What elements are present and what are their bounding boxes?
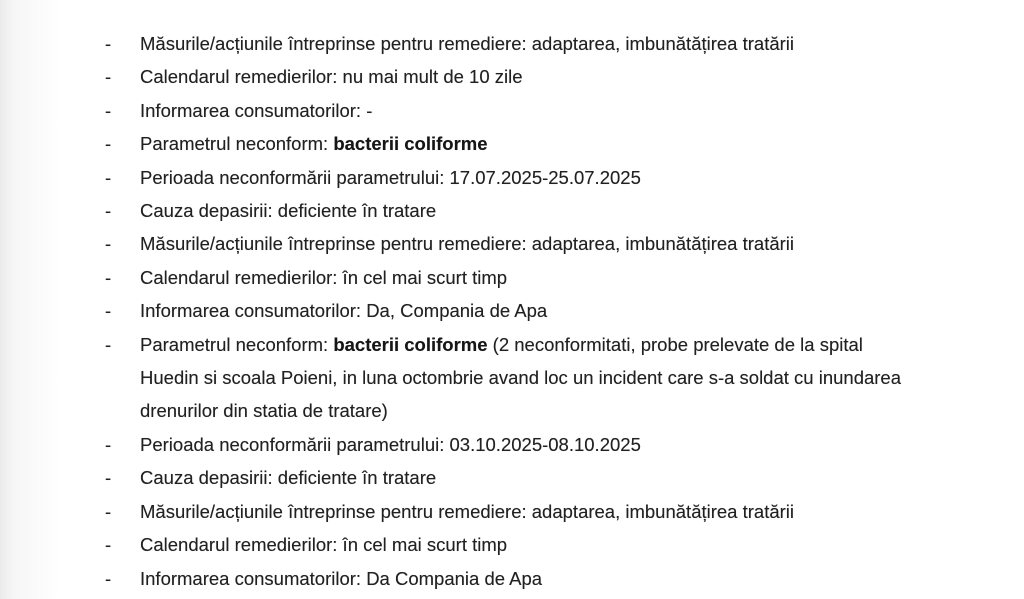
list-item — [105, 562, 920, 595]
item-text — [140, 495, 920, 528]
bullet-dash: - — [105, 133, 112, 155]
bullet-dash: - — [105, 467, 112, 489]
item-text — [140, 27, 920, 60]
item-text-prefix: Informarea consumatorilor: Da, Compania de Apa — [140, 300, 548, 322]
list-item — [105, 461, 920, 494]
list-item — [105, 294, 920, 327]
item-text-prefix: Informarea consumatorilor: Da Compania de Apa — [140, 567, 543, 589]
item-text-suffix: (2 neconformitati, probe prelevate de la spital Huedin si scoala Poieni, in luna octombrie avand loc un incident care s-a soldat cu inundarea drenurilor din statia de tratare) — [140, 333, 902, 422]
list-item — [105, 27, 920, 60]
item-text — [140, 94, 920, 127]
item-text — [140, 60, 920, 93]
item-text-prefix: Cauza depasirii: deficiente în tratare — [140, 200, 437, 222]
list-item — [105, 227, 920, 260]
list-item — [105, 428, 920, 461]
bullet-dash: - — [105, 99, 112, 121]
item-text-prefix: Cauza depasirii: deficiente în tratare — [140, 467, 437, 489]
item-text — [140, 461, 920, 494]
item-text — [140, 127, 920, 160]
bullet-dash: - — [105, 433, 112, 455]
item-text — [140, 227, 920, 260]
list-item — [105, 528, 920, 561]
item-text-prefix: Calendarul remedierilor: în cel mai scurt timp — [140, 534, 508, 556]
item-text-prefix: Calendarul remedierilor: în cel mai scurt timp — [140, 266, 508, 288]
item-text-prefix: Perioada neconformării parametrului: 17.07.2025-25.07.2025 — [140, 166, 641, 188]
item-text — [140, 428, 920, 461]
bullet-dash: - — [105, 66, 112, 88]
item-text-prefix: Măsurile/acțiunile întreprinse pentru remediere: adaptarea, imbunătățirea tratării — [140, 33, 795, 54]
item-text-bold: bacterii coliforme — [333, 333, 488, 355]
list-item — [105, 194, 920, 227]
bullet-dash: - — [105, 166, 112, 188]
bullet-dash: - — [105, 266, 112, 288]
bullet-dash: - — [105, 33, 112, 54]
bullet-dash: - — [105, 567, 112, 589]
item-text-prefix: Calendarul remedierilor: nu mai mult de 10 zile — [140, 66, 523, 88]
item-text-prefix: Parametrul neconform: — [140, 133, 334, 155]
list-item — [105, 94, 920, 127]
list-item — [105, 495, 920, 528]
bullet-list — [105, 27, 920, 595]
bullet-dash: - — [105, 200, 112, 222]
item-text — [140, 528, 920, 561]
bullet-dash: - — [105, 333, 112, 355]
item-text — [140, 261, 920, 294]
item-text — [140, 328, 920, 428]
list-item — [105, 60, 920, 93]
item-text-prefix: Măsurile/acțiunile întreprinse pentru remediere: adaptarea, imbunătățirea tratării — [140, 500, 795, 522]
list-item — [105, 161, 920, 194]
item-text — [140, 562, 920, 595]
list-item — [105, 127, 920, 160]
bullet-dash: - — [105, 500, 112, 522]
item-text — [140, 294, 920, 327]
list-item — [105, 328, 920, 428]
item-text-prefix: Parametrul neconform: — [140, 333, 334, 355]
item-text — [140, 194, 920, 227]
item-text-prefix: Măsurile/acțiunile întreprinse pentru remediere: adaptarea, imbunătățirea tratării — [140, 233, 795, 255]
list-item — [105, 261, 920, 294]
item-text-prefix: Informarea consumatorilor: - — [140, 99, 373, 121]
item-text — [140, 161, 920, 194]
item-text-bold: bacterii coliforme — [333, 133, 488, 155]
bullet-dash: - — [105, 534, 112, 556]
bullet-dash: - — [105, 300, 112, 322]
bullet-dash: - — [105, 233, 112, 255]
item-text-prefix: Perioada neconformării parametrului: 03.10.2025-08.10.2025 — [140, 433, 641, 455]
